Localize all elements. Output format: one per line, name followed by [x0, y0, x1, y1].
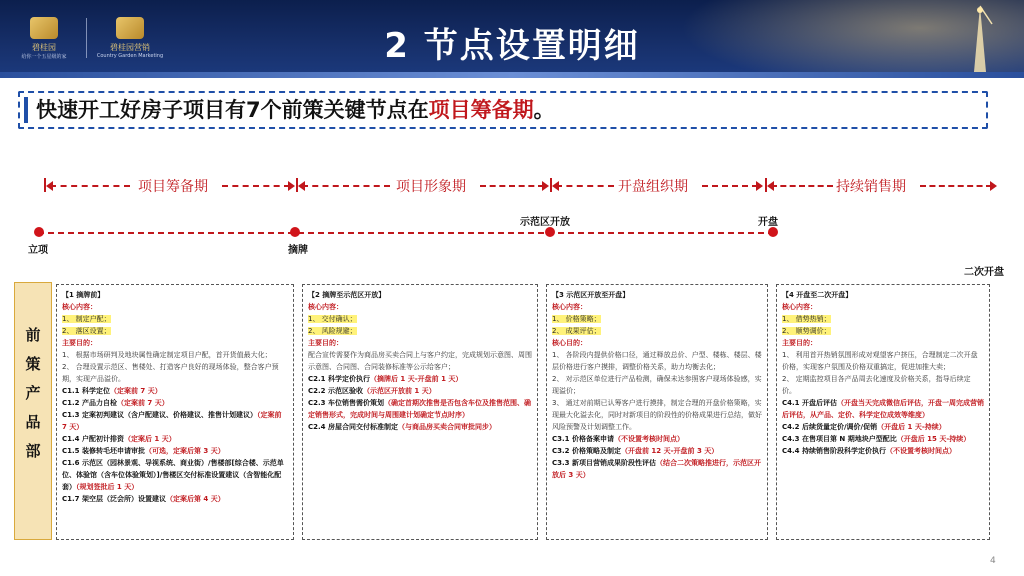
card-title: 【3 示范区开放至开盘】 [552, 291, 630, 299]
side-char-3: 产 [25, 384, 41, 402]
node-item [62, 493, 288, 505]
phase-2-line-right [480, 185, 544, 187]
node-item-deadline: （结合二次策略推进行，示范区开放后 3 天） [552, 459, 761, 479]
node-item-name: C2.4 房屋合同交付标准制定 [308, 423, 398, 431]
side-char-5: 部 [25, 442, 41, 460]
core-item [308, 313, 532, 325]
node-item [308, 373, 532, 385]
node-item [62, 445, 288, 457]
node-item [552, 457, 762, 481]
phase-4-line-left [771, 185, 833, 187]
phase-3-line-left [556, 185, 614, 187]
node-item-name: C4.3 在售项目第 N 期地块户型配比 [782, 435, 897, 443]
goal-label: 主要目的： [782, 339, 817, 347]
node-item-deadline: （示范区开放前 1 天） [362, 387, 436, 395]
node-item-name: C1.2 产品力自检 [62, 399, 117, 407]
node-item-name: C3.2 价格策略及制定 [552, 447, 621, 455]
node-item-name: C3.3 新项目营销成果阶段性评估 [552, 459, 656, 467]
phase-1-right-arrow [288, 181, 295, 191]
node-item-deadline: （摘牌后 1 天-开盘前 1 天） [369, 375, 463, 383]
phase-2-line-left [302, 185, 390, 187]
side-char-1: 前 [25, 326, 41, 344]
goal-item: 1、 各阶段内提供价格口径，通过释放总价、户型、楼栋、楼层、楼层价格进行客户摸排，调整价格关系，助力均衡去化； [552, 351, 762, 371]
node-item [62, 433, 288, 445]
node-item [552, 445, 762, 457]
node-item-deadline: （开盘当天完成微信后评估，开盘一周完成营销后评估，从产品、定价、科学定位成效等维度） [782, 399, 984, 419]
side-char-2: 策 [25, 355, 41, 373]
phase-2-right-arrow [542, 181, 549, 191]
card-title: 【2 摘牌至示范区开放】 [308, 291, 386, 299]
node-item [782, 445, 984, 457]
node-item [308, 385, 532, 397]
goal-item: 2、 合理设置示范区、售楼处、打造客户良好的现场体验，整合客户预期，实现产品溢价。 [62, 363, 279, 383]
goal-item: 3、 通过对前期已认筹客户进行摸排，制定合理的开盘价格策略，实现最大化溢去化，同时对新项目的阶段性的价格成果进行总结，做好风险预警及计划调整工作。 [552, 399, 762, 431]
core-item [62, 325, 288, 337]
node-item-deadline: （可选，定案后第 3 天） [144, 447, 225, 455]
phase-label-3: 开盘组织期 [618, 179, 688, 195]
goal-label: 核心目的： [552, 339, 587, 347]
core-item-text: 2、 顺势调价； [782, 327, 831, 335]
node-item [308, 397, 532, 421]
core-item-text: 2、 落区设置； [62, 327, 111, 335]
stage-card-3 [546, 284, 768, 540]
banner-text [36, 95, 555, 125]
core-item [308, 325, 532, 337]
core-item [552, 325, 762, 337]
node-item [62, 457, 288, 493]
header-stripe [0, 72, 1024, 78]
node-item-name: C1.5 装修转毛坯申请审批 [62, 447, 145, 455]
node-item-name: C1.4 户配初计排资 [62, 435, 124, 443]
core-label: 核心内容： [552, 303, 587, 311]
phase-label-2: 项目形象期 [396, 179, 466, 195]
node-item-name: C1.3 定案初判建议（含户配建议、价格建议、推售计划建议） [62, 411, 257, 419]
node-item [308, 421, 532, 433]
phase-label-1: 项目筹备期 [138, 179, 208, 195]
phase-3-right-arrow [756, 181, 763, 191]
milestone-dot-showroom [545, 227, 555, 237]
goal-label: 主要目的： [308, 339, 343, 347]
logo2-name: 碧桂园营销 [110, 43, 150, 52]
node-item-deadline: （开盘后 15 天-持续） [896, 435, 971, 443]
milestone-start: 立项 [28, 245, 48, 256]
phase-label-4: 持续销售期 [836, 179, 906, 195]
goal-label: 主要目的： [62, 339, 97, 347]
node-item-deadline: （规划签批后 1 天） [76, 483, 139, 491]
node-item-deadline: （确定首期次推售是否包含车位及推售范围、确定销售形式，完成时间与周围建计划确定节点时序） [308, 399, 531, 419]
node-item-name: C4.1 开盘后评估 [782, 399, 837, 407]
card-title: 【1 摘牌前】 [62, 291, 105, 299]
logo-name: 碧桂园 [32, 42, 56, 52]
node-item-name: C1.6 示范区（园林景观、导视系统、商业街）/售楼部[综合楼、示范单位、体验馆（含车位体验策划）]/售楼区交付标准设置建议（含智能化配套） [62, 459, 284, 491]
summary-banner [18, 91, 988, 129]
node-item-name: C2.3 车位销售需价策划 [308, 399, 384, 407]
node-item-deadline: （开盘后 1 天-持续） [877, 423, 946, 431]
node-item-name: C1.7 架空层（泛会所）设置建议 [62, 495, 166, 503]
node-item-deadline: （不设置考核时间点） [613, 435, 684, 443]
core-item-text: 1、 价格策略； [552, 315, 601, 323]
node-item [782, 397, 984, 421]
core-item [782, 313, 984, 325]
core-item-text: 2、 风险规避； [308, 327, 357, 335]
node-item-name: C2.1 科学定价执行 [308, 375, 370, 383]
milestone-delist: 摘牌 [288, 245, 308, 256]
node-item-name: C1.1 科学定位 [62, 387, 110, 395]
core-item [62, 313, 288, 325]
milestone-dot-start [34, 227, 44, 237]
logo-sub: 给你一个五星级的家 [21, 53, 67, 60]
node-item-deadline: （定案前 7 天） [62, 411, 282, 431]
milestone-line [38, 232, 774, 234]
milestone-second-opening: 二次开盘 [964, 267, 1004, 278]
node-item-name: C4.4 持续销售阶段科学定价执行 [782, 447, 886, 455]
node-item-deadline: （与商品房买卖合同审批同步） [397, 423, 496, 431]
milestone-dot-delist [290, 227, 300, 237]
node-item [62, 397, 288, 409]
node-item [552, 433, 762, 445]
goal-item: 1、 根据市场研判及地块属性确定制定项目户配，首开货值最大化； [62, 351, 272, 359]
stage-card-1 [56, 284, 294, 540]
node-item-deadline: （定案前 7 天） [116, 399, 169, 407]
banner-bar [24, 97, 28, 123]
core-label: 核心内容： [782, 303, 817, 311]
logo2-sub: Country Garden Marketing [96, 53, 164, 59]
tower-icon [950, 4, 1010, 74]
page-number: 4 [990, 556, 996, 566]
card-title: 【4 开盘至二次开盘】 [782, 291, 853, 299]
stage-card-4 [776, 284, 990, 540]
core-label: 核心内容： [308, 303, 343, 311]
phase-3-line-right [702, 185, 758, 187]
goal-item: 2、 对示范区单位进行产品检测，确保未达参照客户现场体验感，实现溢价； [552, 375, 762, 395]
banner-highlight: 项目筹备期 [428, 98, 534, 122]
node-item-deadline: （不设置考核时间点） [885, 447, 956, 455]
core-label: 核心内容： [62, 303, 97, 311]
goal-item: 2、 定期监控项目各产品周去化速度及价格关系，指导后续定价。 [782, 375, 971, 395]
phase-4-right-arrow [990, 181, 997, 191]
node-item [782, 421, 984, 433]
node-item-name: C3.1 价格备案申请 [552, 435, 614, 443]
department-title [15, 321, 51, 466]
node-item [62, 409, 288, 433]
banner-text-end: 。 [533, 98, 555, 122]
phase-1-line-right [222, 185, 290, 187]
phase-1-line-left [50, 185, 130, 187]
banner-text-main: 快速开工好房子项目有7个前策关键节点在 [36, 98, 429, 122]
node-item-deadline: （开盘前 12 天-开盘前 3 天） [620, 447, 719, 455]
node-item [782, 433, 984, 445]
node-item-name: C4.2 后续货量定价/调价/促销 [782, 423, 878, 431]
stage-card-2 [302, 284, 538, 540]
milestone-showroom: 示范区开放 [520, 217, 570, 228]
node-item-name: C2.2 示范区验收 [308, 387, 363, 395]
milestone-dot-opening [768, 227, 778, 237]
core-item-text: 1、 制定户配； [62, 315, 111, 323]
core-item-text: 2、 成果评估； [552, 327, 601, 335]
node-item-deadline: （定案后 1 天） [123, 435, 176, 443]
node-item [62, 385, 288, 397]
goal-item: 配合宣传需要作为商品房买卖合同上与客户约定，完成规划示意图、周围示意图、合同图、合同装修标准等公示给客户； [308, 351, 532, 371]
node-item-deadline: （定案后第 4 天） [165, 495, 225, 503]
phase-4-line-right [920, 185, 992, 187]
core-item [552, 313, 762, 325]
page-title: 2 节点设置明细 [384, 26, 640, 66]
core-item [782, 325, 984, 337]
goal-item: 1、 利用首开热销氛围形成对观望客户挤压，合理制定二次开盘价格，实现客户氛围及价格双重搞定，促进加推大卖； [782, 351, 978, 371]
department-sidebar [14, 282, 52, 540]
side-char-4: 品 [25, 413, 41, 431]
core-item-text: 1、 交付确认； [308, 315, 357, 323]
node-item-deadline: （定案前 7 天） [109, 387, 162, 395]
milestone-opening: 开盘 [758, 217, 778, 228]
header-bar [0, 0, 1024, 78]
core-item-text: 1、 借势热销； [782, 315, 831, 323]
